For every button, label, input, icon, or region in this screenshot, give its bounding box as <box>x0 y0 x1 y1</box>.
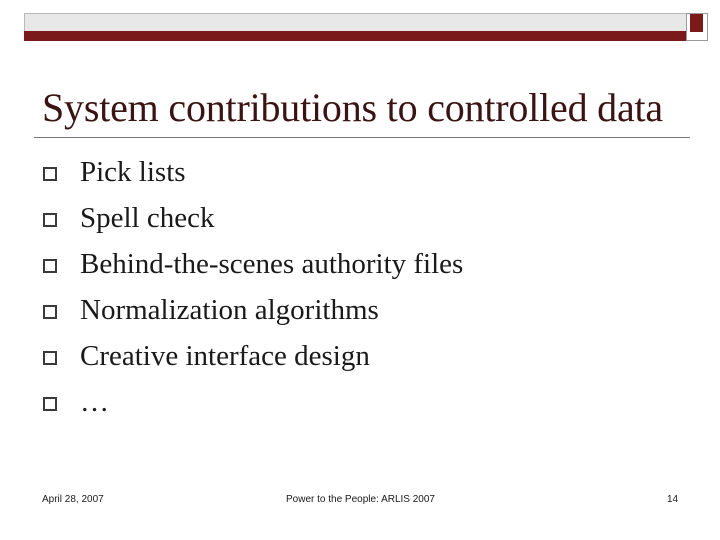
hollow-square-icon <box>43 305 57 319</box>
bullet-item <box>43 195 463 241</box>
hollow-square-icon <box>43 351 57 365</box>
slide-title: System contributions to controlled data <box>42 85 663 130</box>
bullet-item <box>43 241 463 287</box>
hollow-square-icon <box>43 397 57 411</box>
bullet-item <box>43 287 463 333</box>
footer-presentation-title: Power to the People: ARLIS 2007 <box>286 494 435 505</box>
hollow-square-icon <box>43 167 57 181</box>
bullet-text: … <box>80 385 109 418</box>
bullet-list <box>43 149 463 425</box>
header-accent-bar <box>24 31 686 41</box>
bullet-text: Creative interface design <box>80 339 370 372</box>
bullet-text: Behind-the-scenes authority files <box>80 247 464 280</box>
footer-date: April 28, 2007 <box>42 494 104 505</box>
bullet-text: Pick lists <box>80 155 186 188</box>
corner-decoration-fill <box>690 14 703 32</box>
header-band <box>24 13 686 32</box>
bullet-item <box>43 379 463 425</box>
bullet-item <box>43 149 463 195</box>
corner-decoration <box>686 13 708 41</box>
bullet-item <box>43 333 463 379</box>
page-number: 14 <box>667 494 679 505</box>
bullet-text: Spell check <box>80 201 215 234</box>
title-divider <box>34 137 690 138</box>
bullet-text: Normalization algorithms <box>80 293 379 326</box>
hollow-square-icon <box>43 259 57 273</box>
hollow-square-icon <box>43 213 57 227</box>
